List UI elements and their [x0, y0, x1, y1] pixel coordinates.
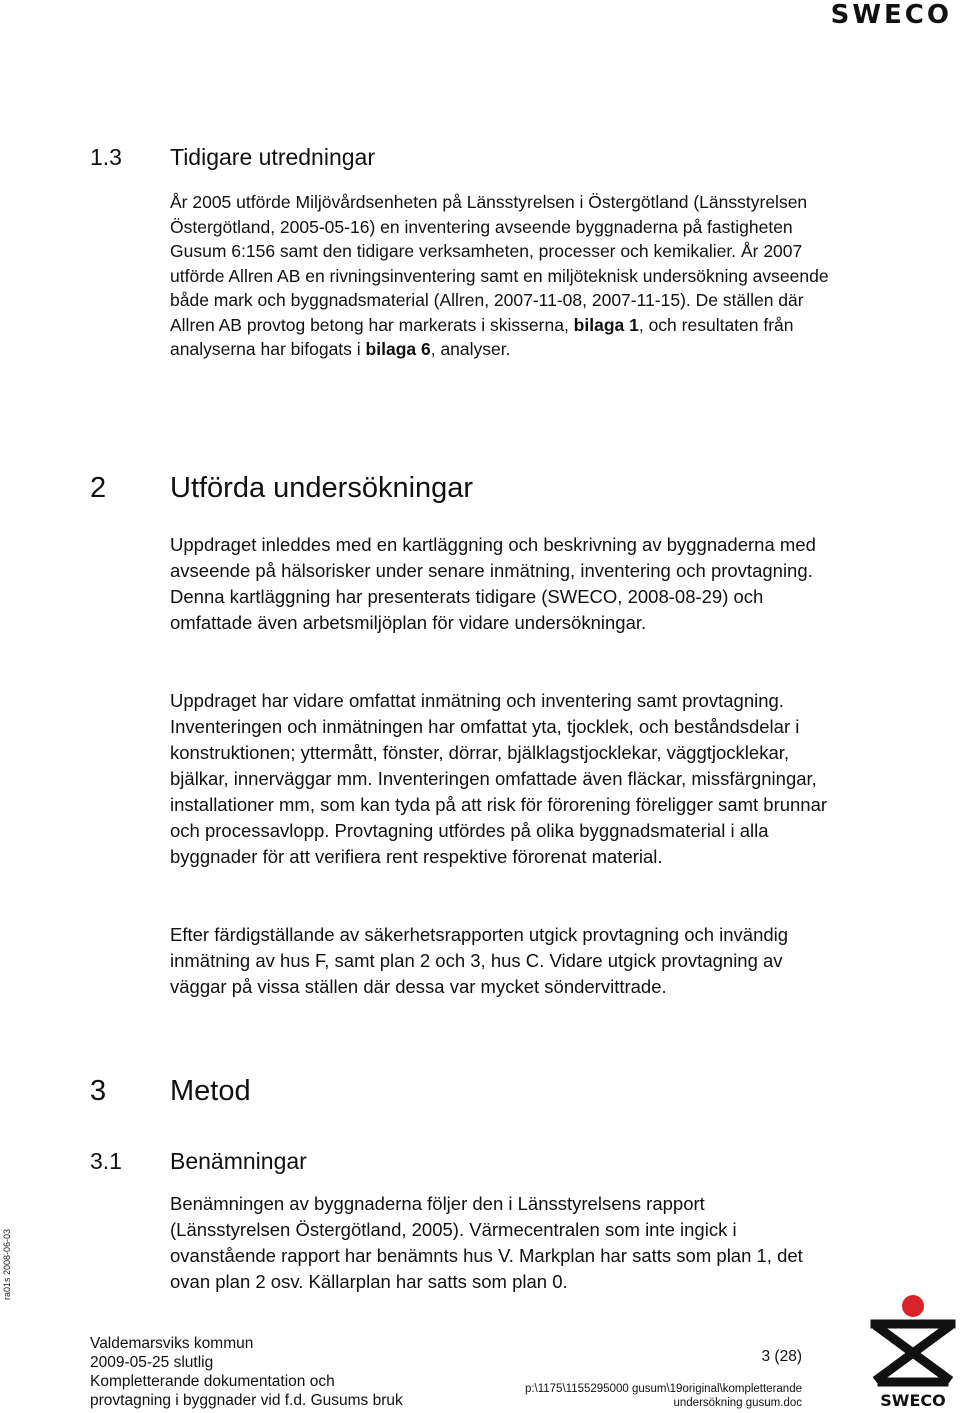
logo-red-dot: [902, 1295, 924, 1317]
section-3-heading: [90, 1075, 251, 1108]
sweco-logo-header: SWECO: [830, 0, 952, 30]
section-number: 2: [90, 472, 107, 504]
section-number: 1.3: [90, 144, 122, 170]
section-2-paragraph-3: Efter färdigställande av säkerhetsrapporten utgick provtagning och invändig inmätning av hus F, samt plan 2 och 3, hus C. Vidare utgick provtagning av väggar på vissa ställen där dessa var mycket söndervittrade.: [170, 924, 789, 997]
section-1-3-paragraph: [170, 190, 830, 362]
footer-title-line-1: Kompletterande dokumentation och: [90, 1373, 335, 1390]
bold-reference: bilaga 1: [573, 314, 639, 335]
footer-info: [90, 1334, 403, 1410]
section-title: Benämningar: [170, 1148, 307, 1174]
filepath-line-2: undersökning gusum.doc: [673, 1397, 802, 1409]
footer-client: Valdemarsviks kommun: [90, 1335, 254, 1352]
section-3-1-heading: [90, 1148, 307, 1175]
bold-reference: bilaga 6: [365, 339, 431, 359]
section-2-paragraph-1: Uppdraget inleddes med en kartläggning och beskrivning av byggnaderna med avseende på hälsorisker under senare inmätning, inventering och provtagning. Denna kartläggning har presenterats tidigare (SWECO, 2008-08-29) och omfattade även arbetsmiljöplan för vidare undersökningar.: [170, 534, 816, 633]
section-title: Metod: [170, 1075, 251, 1107]
section-3-1-paragraph: Benämningen av byggnaderna följer den i Länsstyrelsens rapport (Länsstyrelsen Östergötland, 2005). Värmecentralen som inte ingick i ovanstående rapport har benämnts hus V. Markplan har satts som plan 1, det ovan plan 2 osv. Källarplan har satts som plan 0.: [170, 1193, 803, 1292]
footer-title-line-2: provtagning i byggnader vid f.d. Gusums bruk: [90, 1392, 403, 1409]
section-2-heading: [90, 472, 473, 505]
section-title: Utförda undersökningar: [170, 472, 474, 504]
page-number: 3 (28): [761, 1348, 802, 1365]
paragraph-text: , och resultaten från analyserna har bifogats i: [170, 314, 794, 359]
paragraph-text: År 2005 utförde Miljövårdsenheten på Länsstyrelsen i Östergötland (Länsstyrelsen Östergötland, 2005-05-16) en inventering avseende byggnaderna på fastigheten Gusum 6:156 samt den tidigare verksamheten, processer och kemikalier. År 2007 utförde Allren AB en rivningsinventering samt en miljöteknisk undersökning avseende både mark och byggnadsmaterial (Allren, 2007-11-08, 2007-11-15). De ställen där Allren AB provtog betong har markerats i skisserna,: [170, 192, 829, 335]
template-code: ra01s 2008-06-03: [2, 1228, 12, 1300]
footer-filepath: [482, 1382, 802, 1410]
paragraph-text: , analyser.: [430, 339, 511, 359]
section-number: 3.1: [90, 1148, 122, 1174]
footer-date: 2009-05-25 slutlig: [90, 1354, 214, 1371]
section-2-paragraph-2: Uppdraget har vidare omfattat inmätning och inventering samt provtagning. Inventeringen och inmätningen har omfattat yta, tjocklek, och beståndsdelar i konstruktionen; yttermått, fönster, dörrar, bjälklagstjocklekar, väggtjocklekar, bjälkar, innerväggar mm. Inventeringen omfattade även fläckar, missfärgningar, installationer mm, som kan tyda på att risk för förorening föreligger samt brunnar och processavlopp. Provtagning utfördes på olika byggnadsmaterial i alla byggnader för att verifiera rent respektive förorenat material.: [170, 690, 828, 867]
section-title: Tidigare utredningar: [170, 144, 375, 170]
filepath-line-1: p:\1175\1155295000 gusum\19original\kompletterande: [524, 1383, 802, 1395]
logo-wordmark: SWECO: [880, 1391, 946, 1410]
section-1-3-heading: [90, 144, 375, 171]
section-number: 3: [90, 1075, 107, 1107]
sweco-logo-icon: [870, 1294, 956, 1410]
